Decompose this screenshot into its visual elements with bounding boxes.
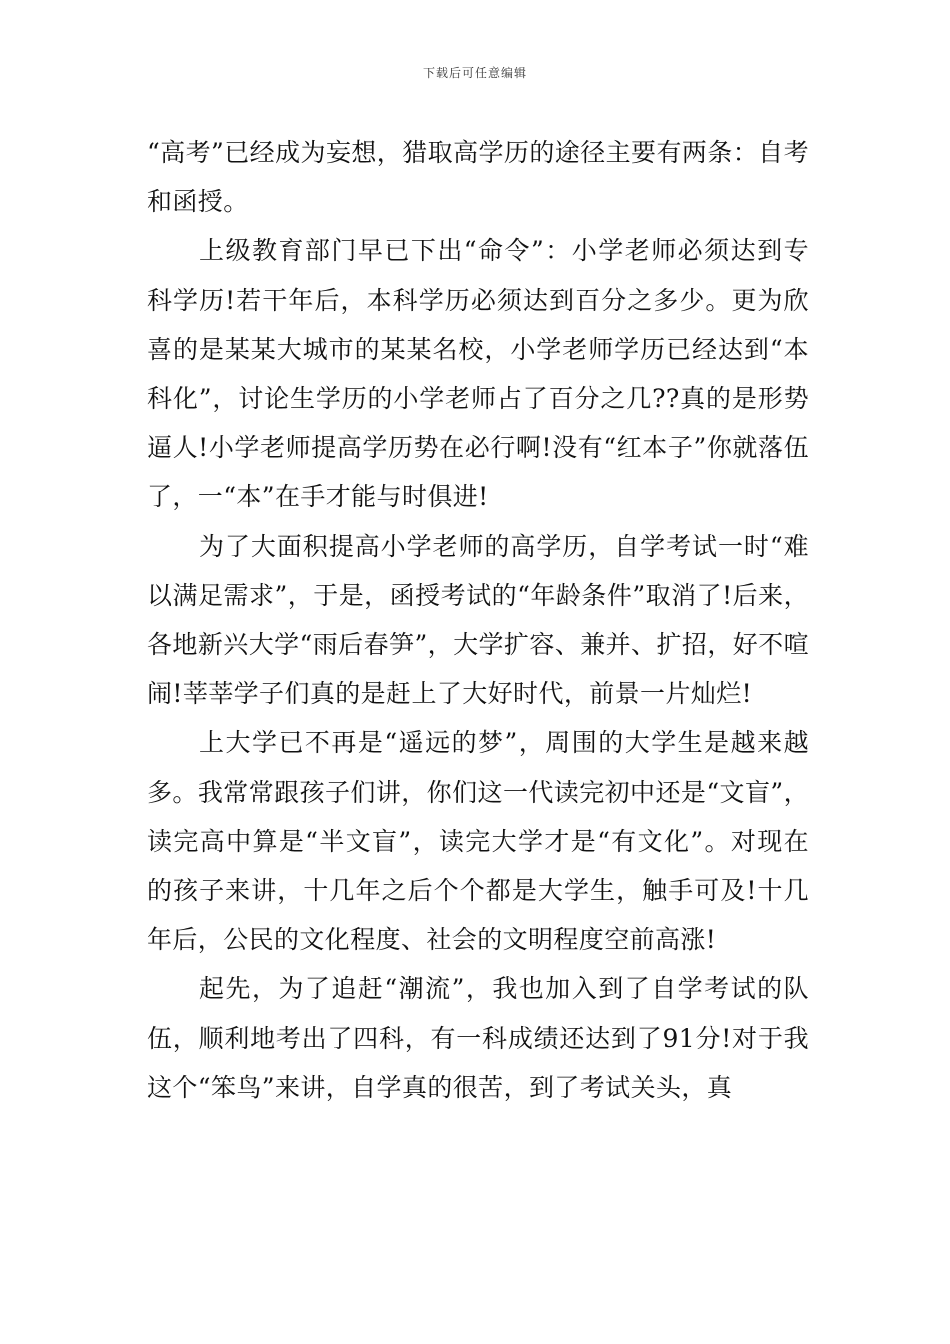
page-header: 下载后可任意编辑 [422,66,527,80]
paragraph: 为了大面积提高小学老师的高学历，自学考试一时“难以满足需求”，于是，函授考试的“年龄条件”取消了!后来，各地新兴大学“雨后春笋”，大学扩容、兼并、扩招，好不喧闹!莘莘学子们真的是赶上了大好时代，前景一片灿烂! [147,531,809,709]
paragraph: “高考”已经成为妄想，猎取高学历的途径主要有两条：自考和函授。 [147,138,809,217]
paragraph: 上级教育部门早已下出“命令”：小学老师必须达到专科学历!若干年后，本科学历必须达到百分之多少。更为欣喜的是某某大城市的某某名校，小学老师学历已经达到“本科化”，讨论生学历的小学老师占了百分之几??真的是形势逼人!小学老师提高学历势在必行啊!没有“红本子”你就落伍了，一“本”在手才能与时俱进! [147,236,809,512]
paragraph: 上大学已不再是“遥远的梦”，周围的大学生是越来越多。我常常跟孩子们讲，你们这一代读完初中还是“文盲”，读完高中算是“半文盲”，读完大学才是“有文化”。对现在的孩子来讲，十几年之后个个都是大学生，触手可及!十几年后，公民的文化程度、社会的文明程度空前高涨! [147,728,809,955]
document-body [147,128,809,1112]
paragraph: 起先，为了追赶“潮流”，我也加入到了自学考试的队伍，顺利地考出了四科，有一科成绩还达到了91分!对于我这个“笨鸟”来讲，自学真的很苦，到了考试关头，真 [147,974,809,1102]
